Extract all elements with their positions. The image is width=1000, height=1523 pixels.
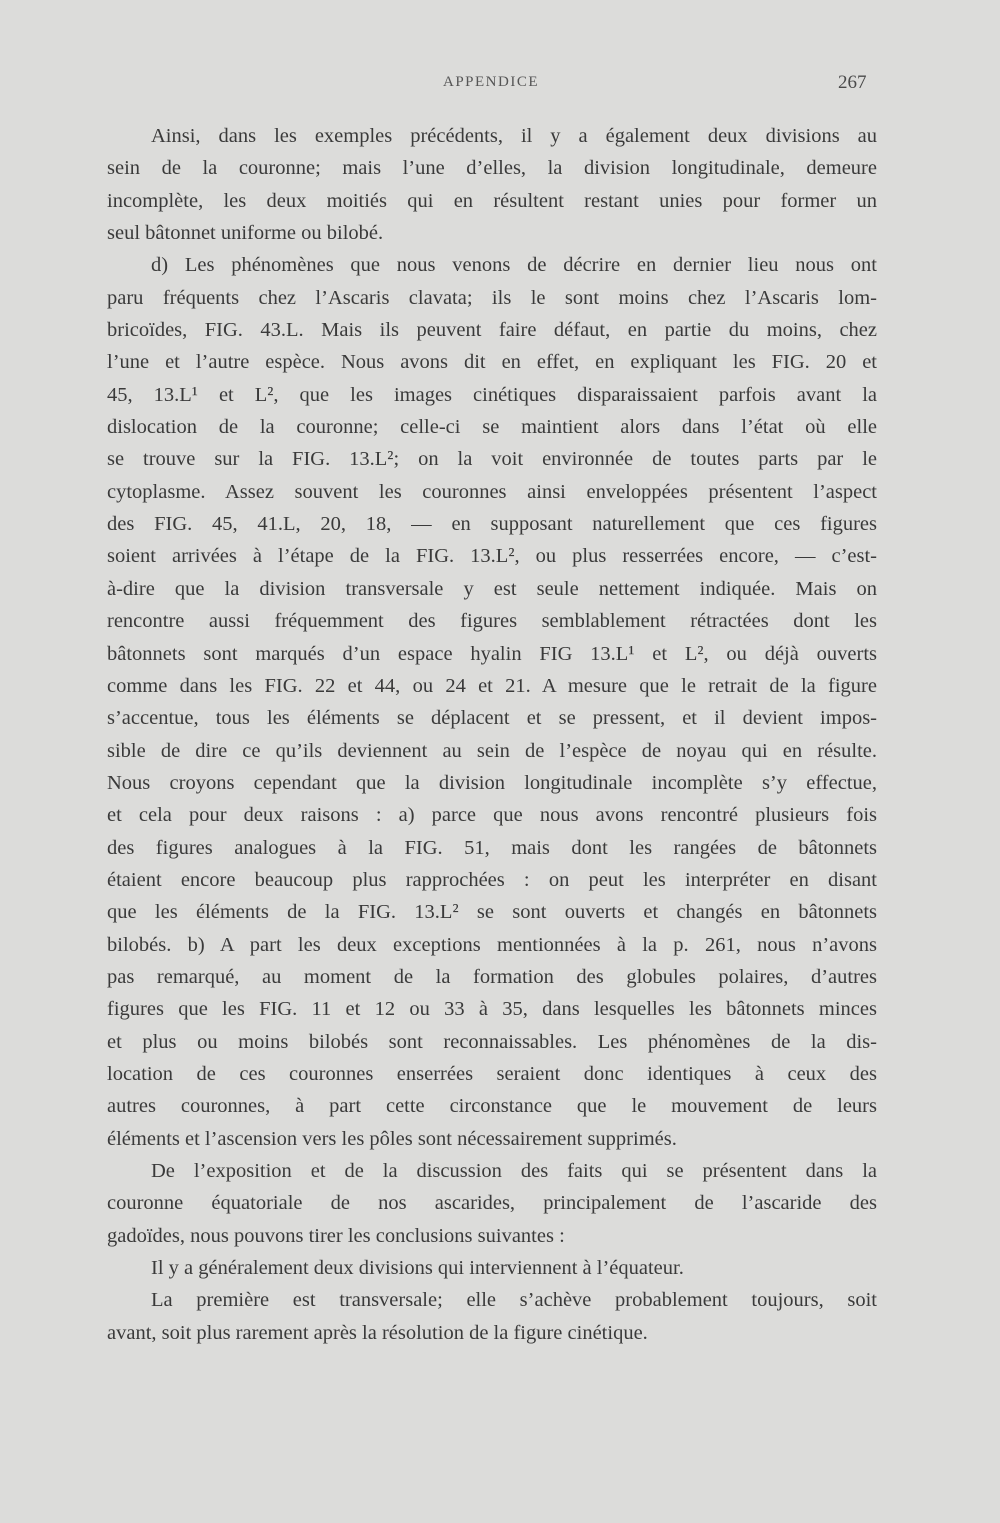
text-line: gadoïdes, nous pouvons tirer les conclusions suivantes :	[107, 1224, 565, 1247]
text-line: autres couronnes, à part cette circonstance que le mouvement de leurs	[107, 1095, 877, 1118]
text-line: Ainsi, dans les exemples précédents, il y a également deux divisions au	[151, 125, 877, 147]
text-line: bilobés. b) A part les deux exceptions mentionnées à la p. 261, nous n’avons	[107, 933, 877, 956]
text-line: couronne équatoriale de nos ascarides, principalement de l’ascaride des	[107, 1192, 877, 1215]
text-line: comme dans les FIG. 22 et 44, ou 24 et 21. A mesure que le retrait de la figure	[107, 674, 877, 697]
text-line: location de ces couronnes enserrées seraient donc identiques à ceux des	[107, 1062, 877, 1085]
text-line: Nous croyons cependant que la division longitudinale incomplète s’y effectue,	[107, 771, 877, 794]
text-line: pas remarqué, au moment de la formation des globules polaires, d’autres	[107, 965, 877, 988]
page-header	[0, 72, 1000, 96]
text-line: sein de la couronne; mais l’une d’elles, la division longitudinale, demeure	[107, 157, 877, 180]
text-line: paru fréquents chez l’Ascaris clavata; ils le sont moins chez l’Ascaris lom-	[107, 286, 877, 309]
text-line: éléments et l’ascension vers les pôles sont nécessairement supprimés.	[107, 1127, 677, 1150]
text-line: s’accentue, tous les éléments se déplacent et se pressent, et il devient impos-	[107, 707, 877, 730]
text-line: à-dire que la division transversale y est seule nettement indiquée. Mais on	[107, 577, 877, 600]
text-line: De l’exposition et de la discussion des faits qui se présentent dans la	[151, 1160, 877, 1182]
text-line: 45, 13.L¹ et L², que les images cinétiques disparaissaient parfois avant la	[107, 383, 877, 406]
text-line: étaient encore beaucoup plus rapprochées : on peut les interpréter en disant	[107, 868, 877, 891]
text-line: cytoplasme. Assez souvent les couronnes ainsi enveloppées présentent l’aspect	[107, 480, 877, 503]
text-line: et plus ou moins bilobés sont reconnaissables. Les phénomènes de la dis-	[107, 1030, 877, 1053]
text-line: avant, soit plus rarement après la résolution de la figure cinétique.	[107, 1321, 648, 1344]
text-line: soient arrivées à l’étape de la FIG. 13.L², ou plus resserrées encore, — c’est-	[107, 545, 877, 568]
text-line: d) Les phénomènes que nous venons de décrire en dernier lieu nous ont	[151, 254, 877, 277]
text-line: La première est transversale; elle s’achève probablement toujours, soit	[151, 1289, 877, 1312]
text-line: bricoïdes, FIG. 43.L. Mais ils peuvent faire défaut, en partie du moins, chez	[107, 319, 877, 342]
text-line: seul bâtonnet uniforme ou bilobé.	[107, 222, 384, 245]
text-line: des FIG. 45, 41.L, 20, 18, — en supposant naturellement que ces figures	[107, 513, 877, 536]
text-line: l’une et l’autre espèce. Nous avons dit en effet, en expliquant les FIG. 20 et	[107, 351, 877, 374]
text-line: figures que les FIG. 11 et 12 ou 33 à 35, dans lesquelles les bâtonnets minces	[107, 998, 877, 1021]
body-text	[107, 120, 877, 1349]
text-line: et cela pour deux raisons : a) parce que nous avons rencontré plusieurs fois	[107, 804, 877, 827]
running-title: APPENDICE	[443, 74, 540, 90]
text-line: se trouve sur la FIG. 13.L²; on la voit environnée de toutes parts par le	[107, 448, 877, 471]
text-line: bâtonnets sont marqués d’un espace hyalin FIG 13.L¹ et L², ou déjà ouverts	[107, 642, 877, 665]
text-line: des figures analogues à la FIG. 51, mais dont les rangées de bâtonnets	[107, 836, 877, 859]
text-line: dislocation de la couronne; celle-ci se maintient alors dans l’état où elle	[107, 416, 877, 439]
text-line: sible de dire ce qu’ils deviennent au sein de l’espèce de noyau qui en résulte.	[107, 739, 877, 762]
page-number: 267	[838, 72, 867, 93]
text-line: que les éléments de la FIG. 13.L² se sont ouverts et changés en bâtonnets	[107, 901, 877, 924]
text-line: rencontre aussi fréquemment des figures semblablement rétractées dont les	[107, 610, 877, 633]
text-line: Il y a généralement deux divisions qui interviennent à l’équateur.	[151, 1257, 684, 1280]
text-line: incomplète, les deux moitiés qui en résultent restant unies pour former un	[107, 189, 877, 212]
